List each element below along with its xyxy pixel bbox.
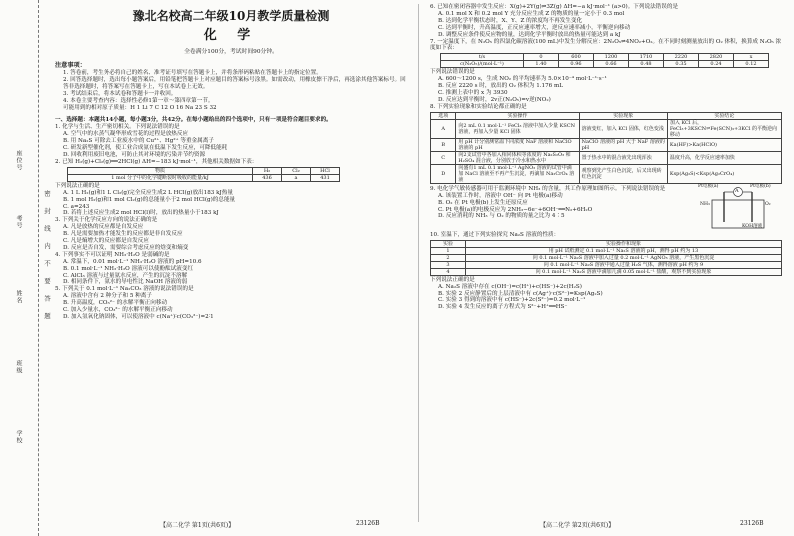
q7-table-cell: x (734, 54, 769, 61)
q8-phenomenon: NaClO 溶液的 pH 大于 NaF 溶液的 pH (579, 138, 667, 151)
q2-table-cell: 431 (311, 174, 340, 181)
q7-table-t-label: t/s (441, 54, 524, 61)
q2-table (67, 167, 340, 182)
q8-operation: 向2 mL 0.1 mol·L⁻¹ FeCl₃ 溶液中加入少量 KSCN 溶液，再加入少量 KCl 固体 (456, 119, 579, 138)
q4-stem: 4. 下列事实不可以证明 NH₃·H₂O 是弱碱的是 (55, 251, 170, 258)
q5-option: C. 加入少量水，CO₃²⁻ 的水解平衡正向移动 (63, 307, 173, 314)
o2-label: O₂ (765, 201, 771, 207)
q7-table-c-label: c(N₂O₅)/(mol·L⁻¹) (441, 61, 524, 68)
footer-page-2-label: 【高二化学 第2页(共6页)】 (540, 522, 615, 529)
q3-option: B. 凡是需要加热才能发生的反应都是非自发反应 (63, 231, 183, 238)
binding-label-class: 班级 (15, 360, 22, 374)
notice-heading: 注意事项： (55, 62, 86, 69)
page-divider (418, 4, 419, 522)
q3-option: A. 凡是放热的反应都是自发反应 (63, 224, 144, 231)
q8-option-label: C (431, 151, 456, 164)
q10-exp-number: 3 (431, 261, 466, 268)
table-row (431, 247, 782, 254)
page-1-column (55, 4, 407, 321)
binding-label-name: 姓名 (15, 290, 22, 304)
q9-stem: 9. 电化学气敏传感器可用于监测环境中 NH₃ 的含量，其工作原理如图所示。下列说法错误的是 (430, 185, 666, 192)
q9-diagram (698, 183, 778, 232)
q10-table-header: 实验操作和现象 (466, 240, 782, 247)
q8-conclusion: Ka(HF)>Ka(HClO) (667, 138, 781, 151)
q8-operation: 向2支试管中各加入相同体积等浓度的 Na₂S₂O₃ 和 H₂SO₄ 混合液，分别放于冷水和热水中 (456, 151, 579, 164)
q10-exp-desc: 向 0.1 mol·L⁻¹ Na₂S 溶液中滴加几滴 0.05 mol·L⁻¹ 盐酸，观察不到实验现象 (466, 268, 782, 275)
q10-table (430, 240, 782, 276)
q10-option: C. 实验 3 得到的溶液中有 c(HS⁻)+2c(S²⁻)=0.2 mol·L⁻¹ (438, 297, 586, 304)
q8-conclusion: Ksp(Ag₂S)<Ksp(Ag₂CrO₄) (667, 164, 781, 183)
q7-option: C. 推测上表中的 x 为 3930 (438, 90, 508, 97)
electrolyte-label: KOH溶液 (742, 223, 763, 229)
q8-table-header: 实验结论 (667, 112, 781, 119)
binding-strip (0, 0, 39, 536)
q4-option: B. 0.1 mol·L⁻¹ NH₃·H₂O 溶液可以使酚酞试液变红 (63, 265, 194, 272)
q7-after: 下列说法错误的是 (430, 69, 475, 76)
notice-item: 4. 本卷主要考查内容：选择性必修1第一章～第四章第一节。 (63, 97, 214, 104)
left-electrode-label: Pt电极(a) (698, 183, 719, 189)
q8-phenomenon: 观察到先产生白色沉淀，后又出现砖红色沉淀 (579, 164, 667, 183)
q7-table-cell: 1200 (594, 54, 629, 61)
q10-exp-number: 1 (431, 247, 466, 254)
notice-item: 2. 回答选择题时，选出每小题答案后，用铅笔把答题卡上对应题目的答案标号涂黑。如需改动，用橡皮擦干净后，再选涂其他答案标号。回答非选择题时，将答案写在答题卡上，写在本试卷上无效。 (63, 76, 406, 90)
q10-option: D. 实验 4 发生反应的离子方程式为 S²⁻+H⁺══HS⁻ (438, 304, 568, 311)
q1-option: C. 研发新型催化剂，使工业合成氨在低温下发生反应，可降低能耗 (63, 145, 228, 152)
q7-option: D. 反应达到平衡时，2v正(N₂O₅)=v逆(NO₂) (438, 96, 551, 103)
q7-table-cell: 1710 (629, 54, 664, 61)
q5-option: B. 升高温度，CO₃²⁻ 的水解平衡正向移动 (63, 300, 168, 307)
q7-table-cell: 0.66 (594, 61, 629, 68)
q2-table-cell: a (282, 174, 311, 181)
q10-exp-desc: 用 pH 试纸测定 0.1 mol·L⁻¹ Na₂S 溶液的 pH，测得 pH 约为 13 (466, 247, 782, 254)
ammeter-icon: A (735, 187, 739, 194)
binding-label-seat: 座位号 (15, 150, 22, 171)
q6-stem: 6. 已知在密闭容器中发生反应：X(g)+2Y(g)⇌3Z(g) ΔH=−a kJ·mol⁻¹ (a>0)。下列说法错误的是 (430, 4, 679, 10)
q4-option: A. 常温下，0.01 mol·L⁻¹ NH₃·H₂O 溶液的 pH=10.6 (63, 258, 202, 265)
q2-table-header: H₂ (253, 167, 282, 174)
q1-option: D. 回收利用废旧电池，可防止其对环境的污染并节约资源 (63, 151, 206, 158)
footer-page-1-label: 【高二化学 第1页(共6页)】 (160, 522, 235, 529)
q6-option: A. 0.1 mol X 和 0.2 mol Y 充分反应生成 Z 的物质的量一定小于 0.3 mol (438, 10, 625, 17)
q4-option: C. AlCl₃ 溶液与过量氨水反应，产生的沉淀不溶解 (63, 272, 188, 279)
q2-table-header: 物质 (68, 167, 253, 174)
footer-page-1-code: 23126B (356, 520, 380, 527)
q8-conclusion: 加入 KCl 后，FeCl₃+3KSCN⇌Fe(SCN)₃+3KCl 的平衡逆向移动 (667, 119, 781, 138)
q2-table-row-label: 1 mol 分子中的化学键断裂时吸收的能量/kJ (68, 174, 253, 181)
q8-phenomenon: 溶液变红，加入 KCl 固体，红色变浅 (579, 119, 667, 138)
table-row (431, 119, 782, 138)
q3-option: D. 反应是否自发，需要综合考虑反应的焓变和熵变 (63, 244, 189, 251)
q8-table-header: 实验操作 (456, 112, 579, 119)
q10-option: B. 实验 2 反应静置后的上层清液中有 c(Ag⁺)·c(S²⁻)=Ksp(Ag₂S) (438, 290, 603, 297)
q8-table-header: 选项 (431, 112, 456, 119)
binding-label-exam-number: 考号 (15, 215, 22, 229)
q7-table-cell: 0.24 (699, 61, 734, 68)
q8-operation: 向盛有1 mL 0.1 mol·L⁻¹ AgNO₃ 溶液的试管中滴加 NaCl 溶液至不再产生沉淀，再滴加 Na₂CrO₄ 溶液 (456, 164, 579, 183)
right-electrode-label: Pt电极(b) (750, 183, 771, 189)
table-row (431, 151, 782, 164)
q5-option: A. 溶液中含有 2 种分子和 5 种离子 (63, 293, 152, 300)
q8-option-label: B (431, 138, 456, 151)
q9-block (430, 183, 782, 232)
exam-meta: 全卷满分100分，考试时间90分钟。 (184, 49, 278, 55)
q7-table-cell: 0 (524, 54, 559, 61)
q8-table-header: 实验现象 (579, 112, 667, 119)
q9-option: D. 反应消耗的 NH₃ 与 O₂ 的物质的量之比为 4∶5 (438, 213, 565, 220)
q1-option: A. 空气中的水蒸气凝华形成雪花的过程是放热反应 (63, 131, 189, 138)
q5-option: D. 加入氢氧化钠固体，可以使溶液中 c(Na⁺)∶c(CO₃²⁻)=2∶1 (63, 314, 214, 320)
q10-after: 下列说法正确的是 (430, 276, 475, 283)
q8-option-label: D (431, 164, 456, 183)
seal-line-text: 密封线内不要答题 (43, 190, 51, 330)
q8-stem: 8. 下列实验现象和实验结论都正确的是 (430, 103, 527, 110)
q8-option-label: A (431, 119, 456, 138)
subject-title: 化 学 (203, 28, 259, 43)
page-2-column (430, 4, 782, 311)
q8-operation: 用 pH 计分别测常温下同浓度 NaF 溶液和 NaClO 溶液的 pH (456, 138, 579, 151)
q3-option: C. 凡是熵增大的反应都是自发反应 (63, 238, 149, 245)
q2-after: 下列说法正确的是 (55, 182, 100, 189)
q2-option: A. 1 L H₂(g)和1 L Cl₂(g)完全反应生成2 L HCl(g)放出183 kJ热量 (63, 189, 233, 196)
q2-option: C. a=243 (63, 203, 90, 210)
exam-title: 豫北名校高二年级10月教学质量检测 (132, 9, 330, 23)
q3-stem: 3. 下列关于化学反应方向的说法正确的是 (55, 217, 158, 224)
table-row (431, 254, 782, 261)
table-row (431, 164, 782, 183)
notice-item: 可能用到的相对原子质量：H 1 Li 7 C 12 O 16 Na 23 S 32 (63, 104, 217, 111)
q2-option: D. 若将上述反应生成2 mol HCl(l)时，放出的热量小于183 kJ (63, 210, 219, 217)
q10-exp-number: 2 (431, 254, 466, 261)
q7-stem: 7. 一定温度下，在 N₂O₅ 的四氯化碳溶液(100 mL)中发生分解反应：2N₂O₅⇌4NO₂+O₂。在不同时刻测量放出的 O₂ 体积，换算成 N₂O₅ 浓度如下表： (430, 38, 782, 52)
q7-table (440, 53, 769, 68)
q9-option: C. Pt 电极(a)的电极反应为 2NH₃−6e⁻+6OH⁻══N₂+6H₂O (438, 206, 593, 213)
table-row (431, 268, 782, 275)
q8-conclusion: 温度升高，化学反应速率加快 (667, 151, 781, 164)
table-row (431, 138, 782, 151)
q1-stem: 1. 化学与生活、生产密切相关。下列说法错误的是 (55, 124, 180, 131)
q7-option: A. 600～1200 s，生成 NO₂ 的平均速率为 5.0×10⁻⁴ mol·L⁻¹·s⁻¹ (438, 76, 607, 83)
q10-exp-desc: 向 0.1 mol·L⁻¹ Na₂S 溶液中通入过量 H₂S 气体，测得溶液 pH 约为 9 (466, 261, 782, 268)
q7-option: B. 反应 2220 s 时，放出的 O₂ 体积为 1.176 mL (438, 83, 564, 90)
binding-label-school: 学校 (15, 430, 22, 444)
q9-text (430, 186, 698, 232)
q2-table-header: HCl (311, 167, 340, 174)
q8-phenomenon: 置于热水中的混合液先出现浑浊 (579, 151, 667, 164)
table-row (431, 261, 782, 268)
q7-table-cell: 1.40 (524, 61, 559, 68)
q6-option: C. 达到平衡时，升高温度，正反应速率增大，逆反应速率减小，平衡逆向移动 (438, 24, 631, 31)
section-1-heading: 一、选择题：本题共14小题，每小题3分，共42分。在每小题给出的四个选项中，只有一项是符合题目要求的。 (55, 117, 332, 124)
q10-table-header: 实验 (431, 240, 466, 247)
q1-option: B. 用 Na₂S 可除去工业废水中的 Cu²⁺、Hg²⁺ 等重金属离子 (63, 138, 214, 145)
q2-table-header: Cl₂ (282, 167, 311, 174)
q5-stem: 5. 下列关于 0.1 mol·L⁻¹ Na₂CO₃ 溶液的说法错误的是 (55, 286, 194, 293)
q7-table-cell: 2820 (699, 54, 734, 61)
q2-table-cell: 436 (253, 174, 282, 181)
q6-option: D. 调整反应条件使反应物的量，达到化学平衡时放出的热量可能达到 a kJ (438, 31, 621, 38)
q7-table-cell: 2220 (664, 54, 699, 61)
notice-item: 1. 答卷前，考生务必将自己的姓名、准考证号填写在答题卡上，并将条形码粘贴在答题卡上的指定位置。 (63, 70, 322, 76)
q10-stem: 10. 室温下，通过下列实验探究 Na₂S 溶液的性质： (430, 231, 560, 238)
q7-table-cell: 600 (559, 54, 594, 61)
q7-table-cell: 0.96 (559, 61, 594, 68)
q10-exp-desc: 向 0.1 mol·L⁻¹ Na₂S 溶液中加入过量 0.2 mol·L⁻¹ AgNO₃ 溶液，产生黑色沉淀 (466, 254, 782, 261)
q7-table-cell: 0.12 (734, 61, 769, 68)
q9-option: B. O₂ 在 Pt 电极(b)上发生还原反应 (438, 199, 528, 206)
q9-option: A. 该装置工作时，溶液中 OH⁻ 向 Pt 电极(a)移动 (438, 192, 563, 199)
q4-option: D. 相同条件下，氨水的导电性比 NaOH 溶液的弱 (63, 279, 188, 286)
notice-item: 3. 考试结束后，将本试卷和答题卡一并收回。 (63, 90, 177, 97)
q10-exp-number: 4 (431, 268, 466, 275)
q6-option: B. 达到化学平衡状态时，X、Y、Z 的浓度均不再发生变化 (438, 17, 583, 24)
nh3-label: NH₃ (700, 201, 710, 207)
q2-stem: 2. 已知 H₂(g)+Cl₂(g)══2HCl(g) ΔH=−183 kJ·mol⁻¹，其他相关数据如下表： (55, 158, 258, 165)
footer-page-2-code: 23126B (740, 520, 764, 527)
q2-option: B. 1 mol H₂(g)和1 mol Cl₂(g)的总能量小于2 mol HCl(g)的总能量 (63, 196, 236, 203)
q8-table (430, 112, 782, 184)
q7-table-cell: 0.35 (664, 61, 699, 68)
q7-table-cell: 0.48 (629, 61, 664, 68)
q10-option: A. Na₂S 溶液中存在 c(OH⁻)=c(H⁺)+c(HS⁻)+2c(H₂S) (438, 283, 582, 290)
